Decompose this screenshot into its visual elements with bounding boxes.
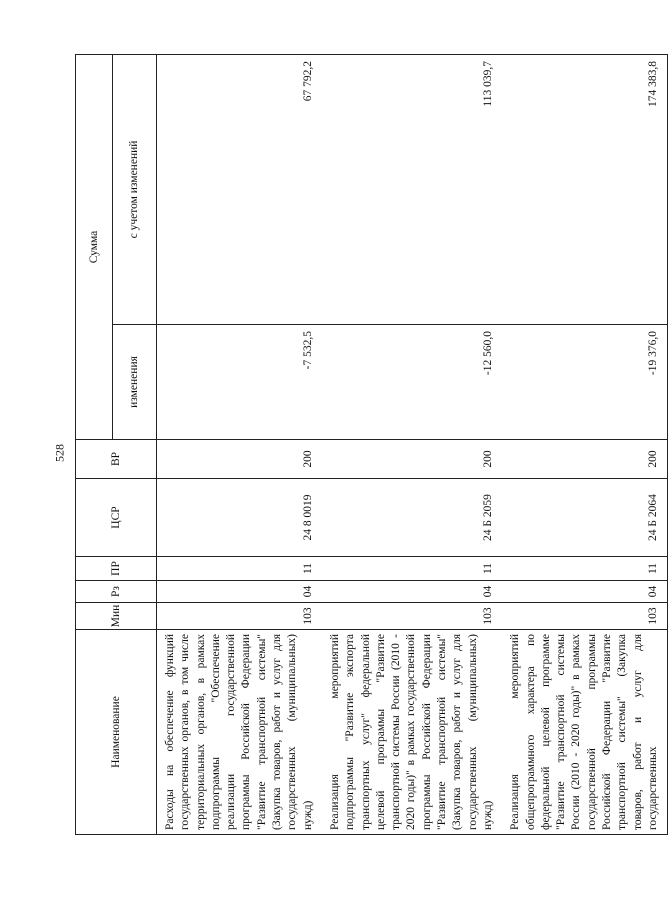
header-with-changes: с учетом изменений	[113, 54, 157, 324]
row-name: Расходы на обеспечение функций государственных органов, в том числе территориальных органов, в рамках подпрограммы "Обеспечение реализации государственной программы Российской Федерации "Развитие транспортной системы" (Закупка товаров, работ и услуг для государственных (муниципальных) нужд)	[157, 630, 322, 835]
row-change: -19 376,0	[502, 325, 667, 440]
row-pr: 11	[157, 557, 322, 581]
table-row	[157, 54, 322, 834]
row-total: 113 039,7	[322, 54, 502, 324]
header-min: Мин	[76, 603, 157, 630]
row-pr: 11	[502, 557, 667, 581]
row-csr: 24 Б 2064	[502, 479, 667, 557]
row-min: 103	[322, 603, 502, 630]
row-vr: 200	[157, 440, 322, 479]
header-rz: Рз	[76, 581, 157, 603]
row-vr: 200	[322, 440, 502, 479]
row-total: 174 383,8	[502, 54, 667, 324]
budget-table-rotated	[75, 55, 660, 835]
row-rz: 04	[322, 581, 502, 603]
row-min: 103	[157, 603, 322, 630]
row-csr: 24 Б 2059	[322, 479, 502, 557]
row-change: -7 532,5	[157, 325, 322, 440]
header-sum: Сумма	[76, 54, 113, 439]
row-rz: 04	[157, 581, 322, 603]
row-vr: 200	[502, 440, 667, 479]
row-min: 103	[502, 603, 667, 630]
header-name: Наименование	[76, 630, 157, 835]
row-csr: 24 8 0019	[157, 479, 322, 557]
header-csr: ЦСР	[76, 479, 157, 557]
row-rz: 04	[502, 581, 667, 603]
table-row	[502, 54, 667, 834]
row-change: -12 560,0	[322, 325, 502, 440]
row-name: Реализация мероприятий общепрограммного характера по федеральной целевой программе "Развитие транспортной системы России (2010 - 2020 годы)" в рамках государственной программы Российской Федерации "Развитие транспортной системы" (Закупка товаров, работ и услуг для государственных	[502, 630, 667, 835]
row-name: Реализация мероприятий подпрограммы "Развитие экспорта транспортных услуг" федеральной целевой программы "Развитие транспортной системы России (2010 - 2020 годы)" в рамках государственной программы Российской Федерации "Развитие транспортной системы" (Закупка товаров, работ и услуг для государственных (муниципальных) нужд)	[322, 630, 502, 835]
header-pr: ПР	[76, 557, 157, 581]
header-changes: изменения	[113, 325, 157, 440]
budget-table	[75, 54, 668, 835]
header-vr: ВР	[76, 440, 157, 479]
row-pr: 11	[322, 557, 502, 581]
table-body	[157, 54, 668, 834]
table-header	[76, 54, 157, 834]
table-row	[322, 54, 502, 834]
page-number: 528	[52, 444, 67, 462]
row-total: 67 792,2	[157, 54, 322, 324]
